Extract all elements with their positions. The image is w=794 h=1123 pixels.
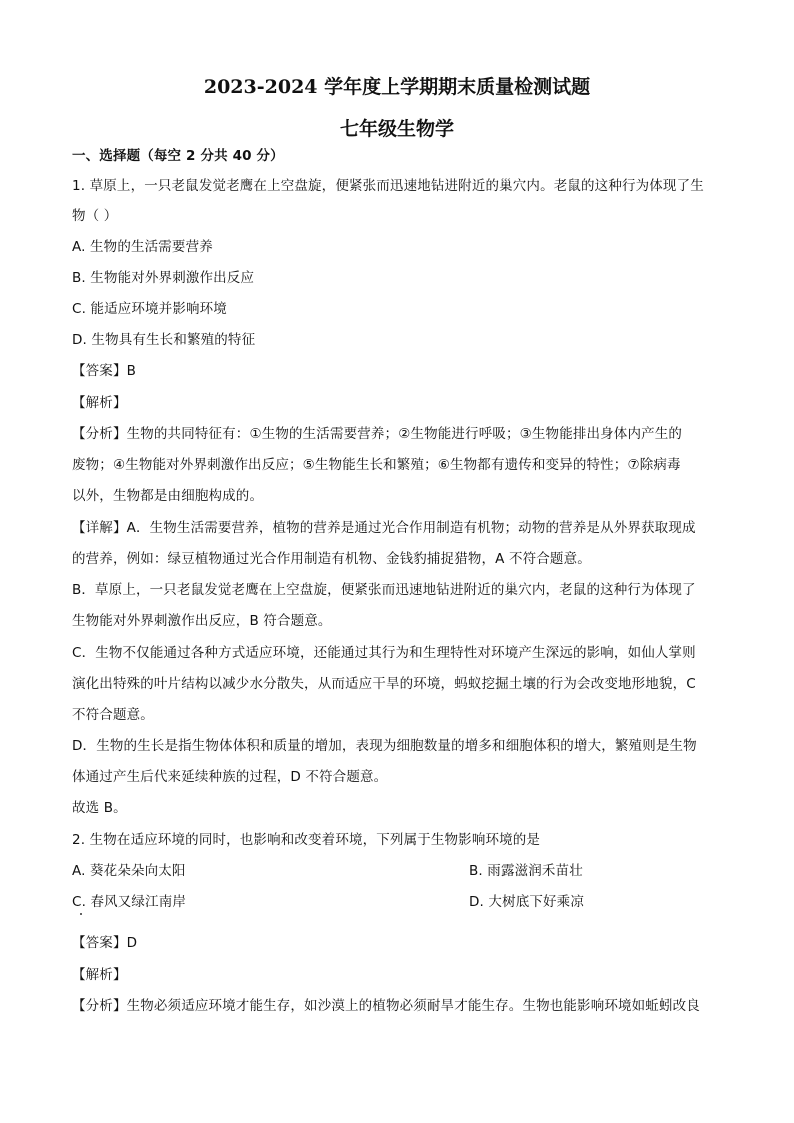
q1-option-d: D. 生物具有生长和繁殖的特征 [72, 332, 256, 348]
q1-stem-line2: 物（ ） [72, 208, 118, 224]
q1-detail-line: 演化出特殊的叶片结构以减少水分散失，从而适应干旱的环境，蚂蚁挖掘土壤的行为会改变地形地貌，C [72, 676, 696, 692]
q1-option-c: C. 能适应环境并影响环境 [72, 301, 227, 317]
q2-option-c: C. 春风又绿江南岸 [72, 894, 187, 910]
q1-stem-line1: 1. 草原上，一只老鼠发觉老鹰在上空盘旋，便紧张而迅速地钻进附近的巢穴内。老鼠的这种行为体现了生 [72, 178, 704, 194]
q1-analysis-line: 废物；④生物能对外界刺激作出反应；⑤生物能生长和繁殖；⑥生物都有遗传和变异的特性；⑦除病毒 [72, 457, 681, 473]
q1-analysis-label: 【解析】 [72, 395, 127, 411]
q2-analysis-line: 【分析】生物必须适应环境才能生存，如沙漠上的植物必须耐旱才能生存。生物也能影响环境如蚯蚓改良 [72, 998, 700, 1014]
q1-option-b: B. 生物能对外界刺激作出反应 [72, 270, 255, 286]
q1-analysis-line: 【分析】生物的共同特征有：①生物的生活需要营养；②生物能进行呼吸；③生物能排出身体内产生的 [72, 426, 683, 442]
q2-option-b: B. 雨露滋润禾苗壮 [469, 863, 583, 879]
q1-detail-line: B．草原上，一只老鼠发觉老鹰在上空盘旋，便紧张而迅速地钻进附近的巢穴内，老鼠的这种行为体现了 [72, 582, 696, 598]
q2-options-row1 [72, 861, 732, 881]
q1-answer: 【答案】B [72, 363, 137, 379]
q1-detail-line: D．生物的生长是指生物体体积和质量的增加，表现为细胞数量的增多和细胞体积的增大，繁殖则是生物 [72, 738, 697, 754]
q1-detail-line: 故选 B。 [72, 800, 127, 816]
section-heading: 一、选择题（每空 2 分共 40 分） [72, 148, 284, 164]
q1-detail-line: C．生物不仅能通过各种方式适应环境，还能通过其行为和生理特性对环境产生深远的影响，如仙人掌则 [72, 645, 696, 661]
q2-option-a: A. 葵花朵朵向太阳 [72, 863, 186, 879]
q1-detail-line: 体通过产生后代来延续种族的过程，D 不符合题意。 [72, 769, 388, 785]
q2-analysis-label: 【解析】 [72, 967, 127, 983]
q2-stem: 2. 生物在适应环境的同时，也影响和改变着环境，下列属于生物影响环境的是 [72, 832, 541, 848]
q2-option-d: D. 大树底下好乘凉 [469, 894, 584, 910]
q1-detail-line: 【详解】A．生物生活需要营养，植物的营养是通过光合作用制造有机物；动物的营养是从外界获取现成 [72, 520, 696, 536]
q1-option-a: A. 生物的生活需要营养 [72, 239, 213, 255]
exam-title: 2023-2024 学年度上学期期末质量检测试题 [203, 76, 591, 98]
q1-detail-line: 不符合题意。 [72, 707, 154, 723]
q2-answer: 【答案】D [72, 935, 138, 951]
q1-detail-line: 的营养，例如：绿豆植物通过光合作用制造有机物、金钱豹捕捉猎物，A 不符合题意。 [72, 551, 591, 567]
q1-analysis-line: 以外，生物都是由细胞构成的。 [72, 488, 264, 504]
exam-subtitle: 七年级生物学 [339, 118, 454, 140]
q1-detail-line: 生物能对外界刺激作出反应，B 符合题意。 [72, 613, 332, 629]
q2-options-row2 [72, 892, 732, 912]
stray-dot-mark [80, 913, 82, 915]
